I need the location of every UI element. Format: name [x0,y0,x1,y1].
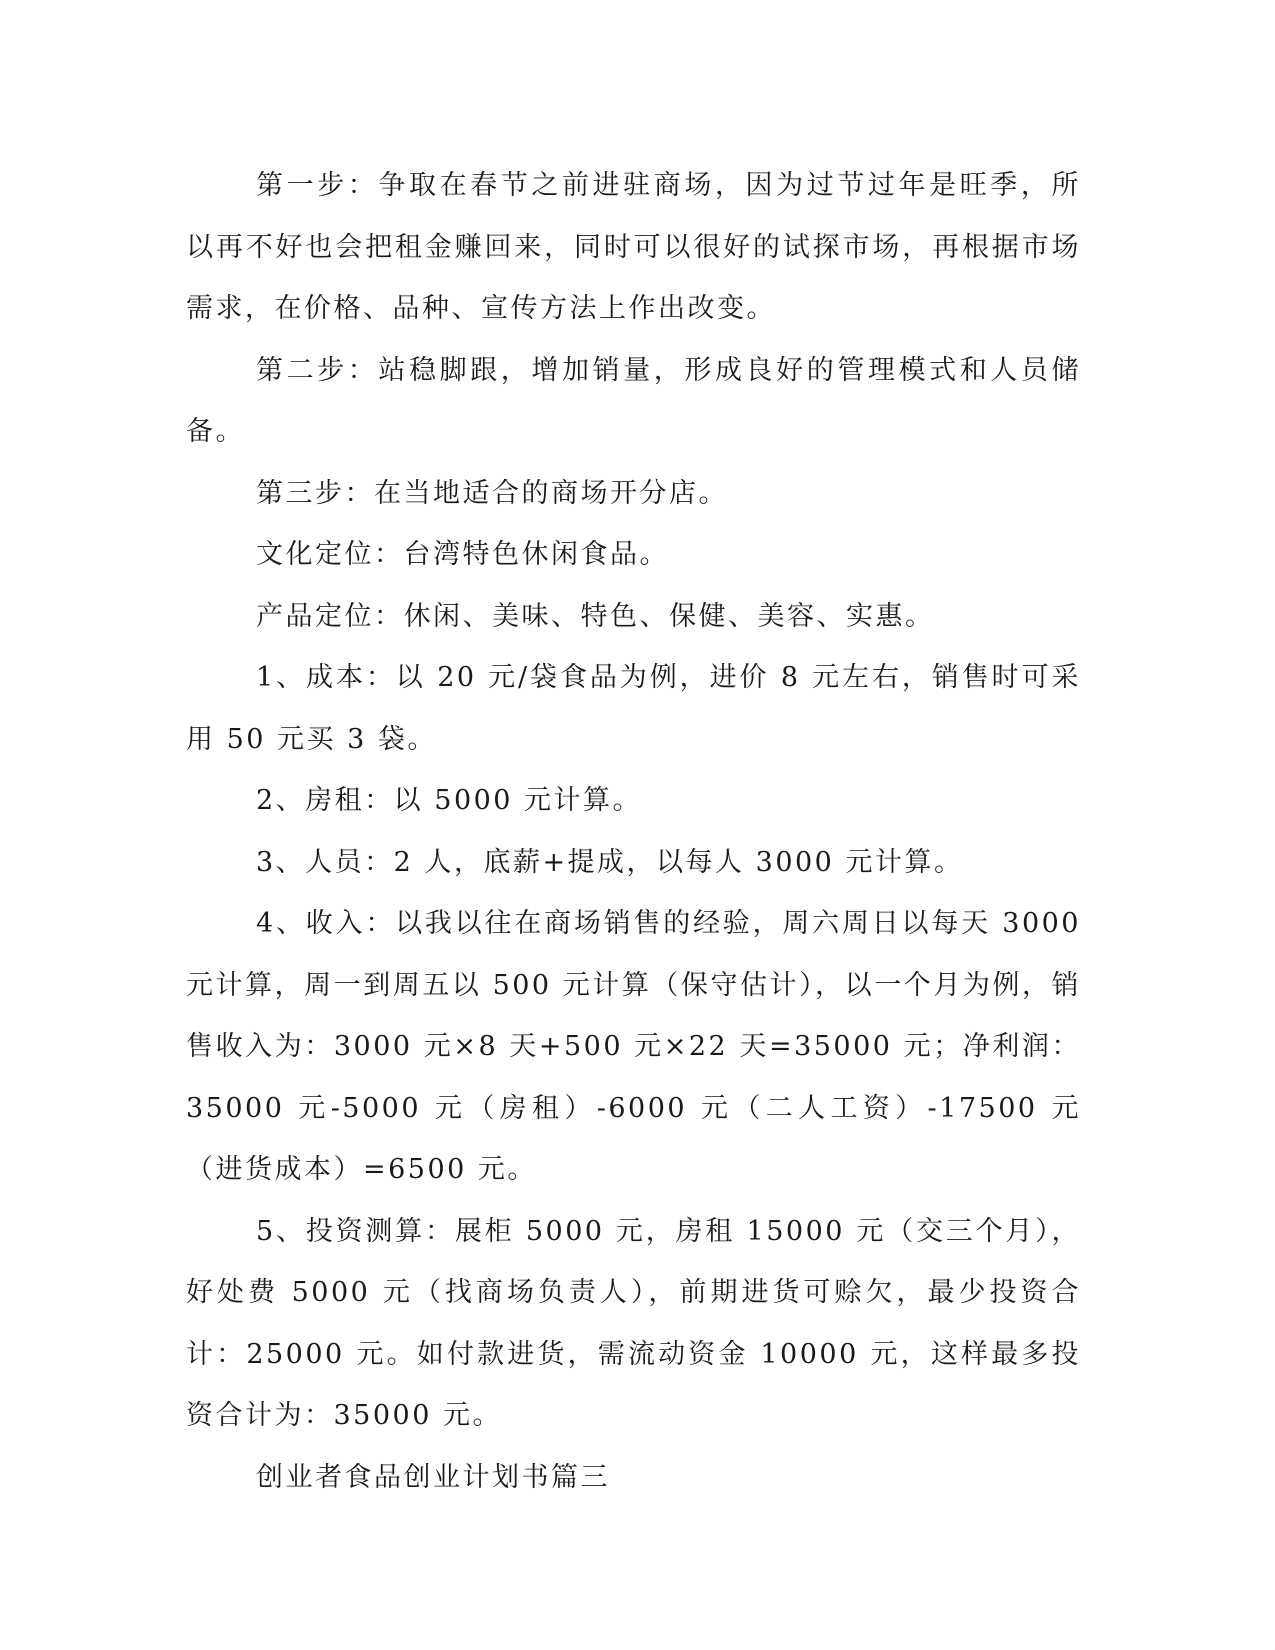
paragraph-staff: 3、人员：2 人，底薪+提成，以每人 3000 元计算。 [256,846,964,878]
paragraph-step-three: 第三步：在当地适合的商场开分店。 [256,477,728,509]
document-body [186,155,1081,1508]
paragraph-product-positioning: 产品定位：休闲、美味、特色、保健、美容、实惠。 [256,600,935,632]
paragraph-cost: 1、成本：以 20 元/袋食品为例，进价 8 元左右，销售时可采用 50 元买 3 袋。 [186,662,1081,755]
paragraph-step-one: 第一步：争取在春节之前进驻商场，因为过节过年是旺季，所以再不好也会把租金赚回来，同时可以很好的试探市场，再根据市场需求，在价格、品种、宣传方法上作出改变。 [186,170,1081,324]
paragraph-income: 4、收入：以我以往在商场销售的经验，周六周日以每天 3000 元计算，周一到周五以 500 元计算（保守估计），以一个月为例，销售收入为：3000 元×8 天+500 元×22 天=35000 元；净利润：35000 元-5000 元（房租）-6000 元（二人工资）-17500 元（进货成本）=6500 元。 [186,908,1081,1185]
paragraph-investment: 5、投资测算：展柜 5000 元，房租 15000 元（交三个月），好处费 5000 元（找商场负责人），前期进货可赊欠，最少投资合计：25000 元。如付款进货，需流动资金 10000 元，这样最多投资合计为：35000 元。 [186,1215,1081,1431]
section-heading: 创业者食品创业计划书篇三 [256,1461,610,1493]
paragraph-step-two: 第二步：站稳脚跟，增加销量，形成良好的管理模式和人员储备。 [186,354,1081,447]
paragraph-rent: 2、房租：以 5000 元计算。 [256,785,643,816]
paragraph-culture-positioning: 文化定位：台湾特色休闲食品。 [256,539,669,570]
